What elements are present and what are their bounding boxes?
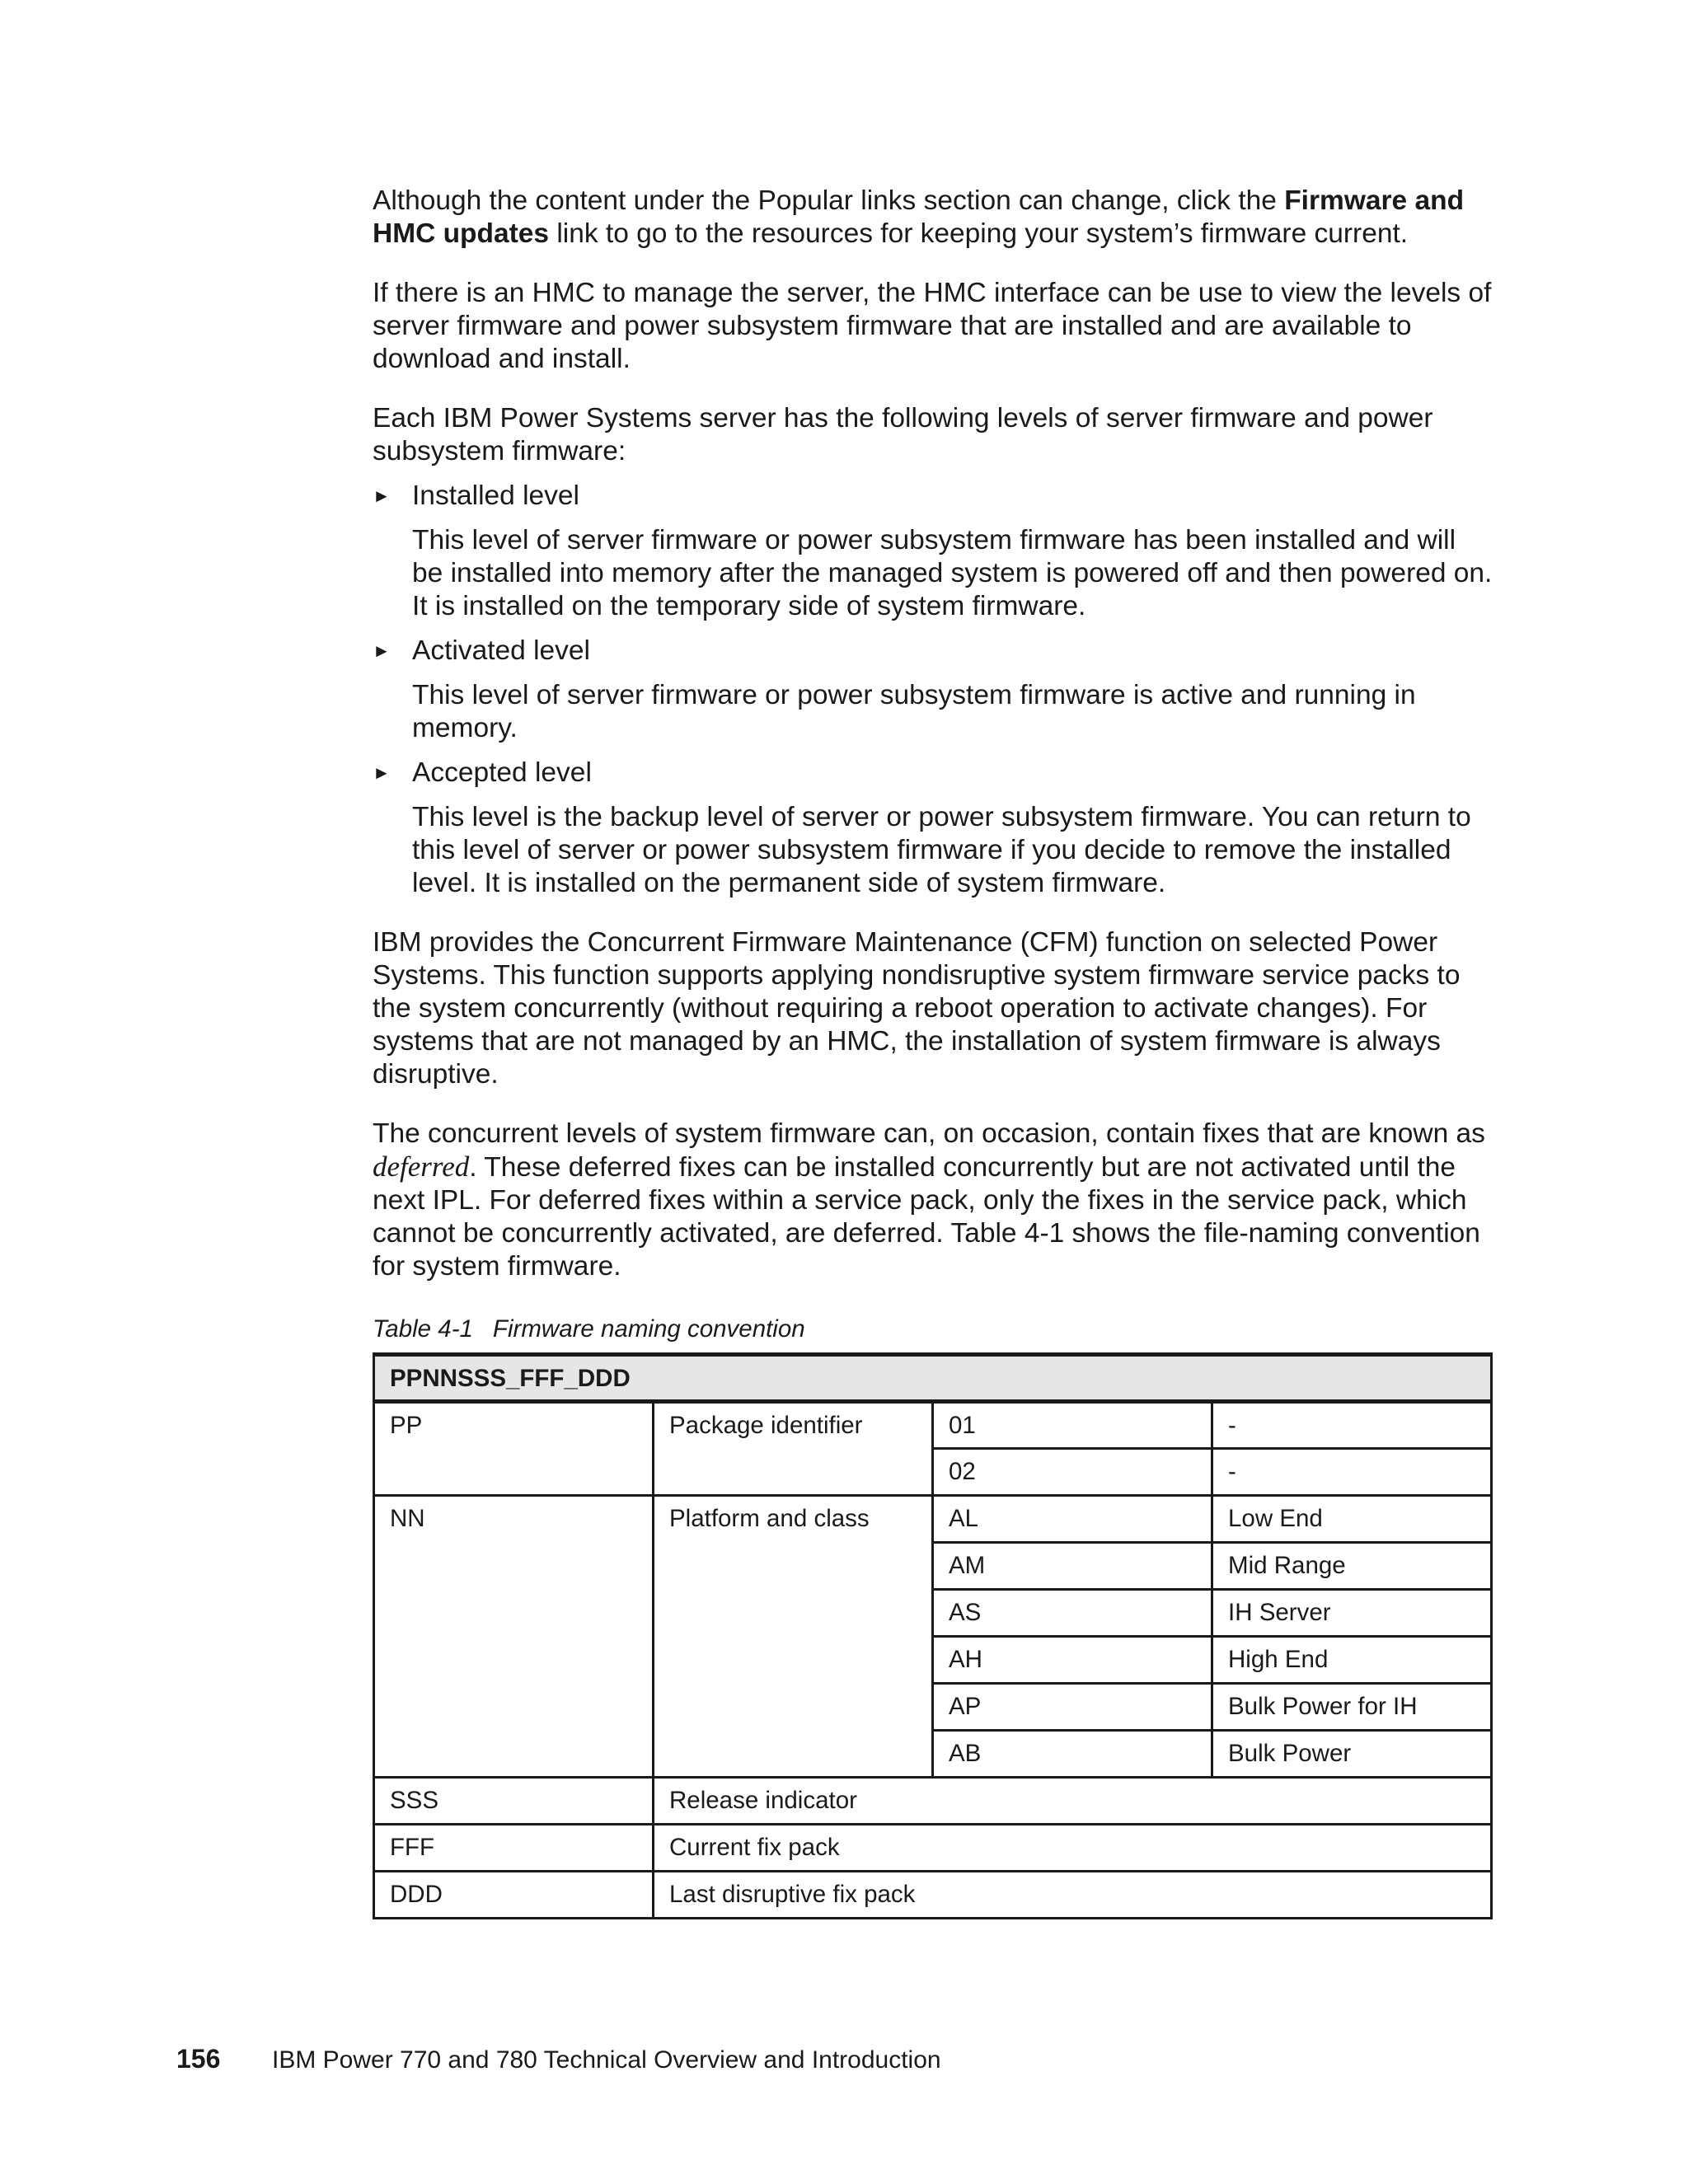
meaning-cell: - — [1212, 1449, 1492, 1496]
page-footer — [176, 2044, 941, 2075]
page-number: 156 — [176, 2044, 221, 2074]
firmware-levels-list — [373, 480, 1493, 900]
field-label-cell: Package identifier — [654, 1402, 933, 1496]
field-label-cell: Platform and class — [654, 1496, 933, 1778]
value-cell: AH — [933, 1637, 1212, 1684]
table-caption-label: Table 4-1 — [373, 1315, 473, 1343]
field-label-cell: Last disruptive fix pack — [654, 1872, 1492, 1919]
level-description: This level of server firmware or power subsystem firmware is active and running in memory. — [412, 680, 1416, 743]
meaning-cell: Bulk Power — [1212, 1731, 1492, 1778]
bullet-arrow-icon: ► — [373, 640, 391, 661]
firmware-naming-table — [373, 1352, 1493, 1919]
table-header-row — [374, 1355, 1492, 1402]
paragraph-deferred-fixes: The concurrent levels of system firmware can, on occasion, contain fixes that are known as deferred. These deferred fixes can be installed concurrently but are not activated until the next IPL. For deferred fixes within a service pack, only the fixes in the service pack, which cannot be concurrently activated, are deferred. Table 4-1 shows the file-naming convention for system firmware. — [373, 1118, 1485, 1282]
field-code-cell: NN — [374, 1496, 654, 1778]
list-item — [373, 757, 1493, 790]
meaning-cell: Low End — [1212, 1496, 1492, 1543]
value-cell: AM — [933, 1543, 1212, 1590]
level-title: Activated level — [412, 635, 590, 666]
term-deferred: deferred — [373, 1151, 470, 1183]
meaning-cell: High End — [1212, 1637, 1492, 1684]
meaning-cell: Mid Range — [1212, 1543, 1492, 1590]
paragraph-cfm: IBM provides the Concurrent Firmware Maintenance (CFM) function on selected Power Systems. This function supports applying nondisruptive system firmware service packs to the system concurrently (without requiring a reboot operation to activate changes). For systems that are not managed by an HMC, the installation of system firmware is always disruptive. — [373, 927, 1461, 1090]
value-cell: AP — [933, 1684, 1212, 1731]
meaning-cell: - — [1212, 1402, 1492, 1449]
level-title: Accepted level — [412, 757, 592, 788]
paragraph-hmc-interface: If there is an HMC to manage the server, the HMC interface can be use to view the levels of server firmware and power subsystem firmware that are installed and are available to download and install. — [373, 278, 1492, 374]
bullet-arrow-icon: ► — [373, 762, 391, 783]
field-code-cell: SSS — [374, 1778, 654, 1825]
table-header-cell: PPNNSSS_FFF_DDD — [374, 1355, 1492, 1402]
bullet-arrow-icon: ► — [373, 485, 391, 506]
meaning-cell: Bulk Power for IH — [1212, 1684, 1492, 1731]
table-row — [374, 1872, 1492, 1919]
paragraph-firmware-levels-intro: Each IBM Power Systems server has the following levels of server firmware and power subsystem firmware: — [373, 403, 1433, 466]
table-row — [374, 1402, 1492, 1449]
table-caption-title: Firmware naming convention — [492, 1315, 805, 1343]
value-cell: 02 — [933, 1449, 1212, 1496]
level-description: This level is the backup level of server or power subsystem firmware. You can return to this level of server or power subsystem firmware if you decide to remove the installed level. It is installed on the permanent side of system firmware. — [412, 802, 1471, 898]
field-label-cell: Release indicator — [654, 1778, 1492, 1825]
list-item — [373, 480, 1493, 513]
meaning-cell: IH Server — [1212, 1590, 1492, 1637]
value-cell: 01 — [933, 1402, 1212, 1449]
paragraph-popular-links: Although the content under the Popular links section can change, click the Firmware and HMC updates link to go to the resources for keeping your system’s firmware current. — [373, 185, 1465, 249]
field-label-cell: Current fix pack — [654, 1825, 1492, 1872]
value-cell: AL — [933, 1496, 1212, 1543]
field-code-cell: PP — [374, 1402, 654, 1496]
page-body — [373, 185, 1493, 1919]
field-code-cell: FFF — [374, 1825, 654, 1872]
table-row — [374, 1778, 1492, 1825]
value-cell: AB — [933, 1731, 1212, 1778]
book-title: IBM Power 770 and 780 Technical Overview and Introduction — [272, 2046, 941, 2074]
table-row — [374, 1496, 1492, 1543]
level-description: This level of server firmware or power subsystem firmware has been installed and will be installed into memory after the managed system is powered off and then powered on. It is installed on the temporary side of system firmware. — [412, 525, 1493, 621]
level-title: Installed level — [412, 480, 579, 511]
table-row — [374, 1825, 1492, 1872]
table-caption — [373, 1315, 1493, 1344]
value-cell: AS — [933, 1590, 1212, 1637]
firmware-hmc-updates-link-name: Firmware and HMC updates — [373, 185, 1465, 249]
field-code-cell: DDD — [374, 1872, 654, 1919]
list-item — [373, 635, 1493, 668]
